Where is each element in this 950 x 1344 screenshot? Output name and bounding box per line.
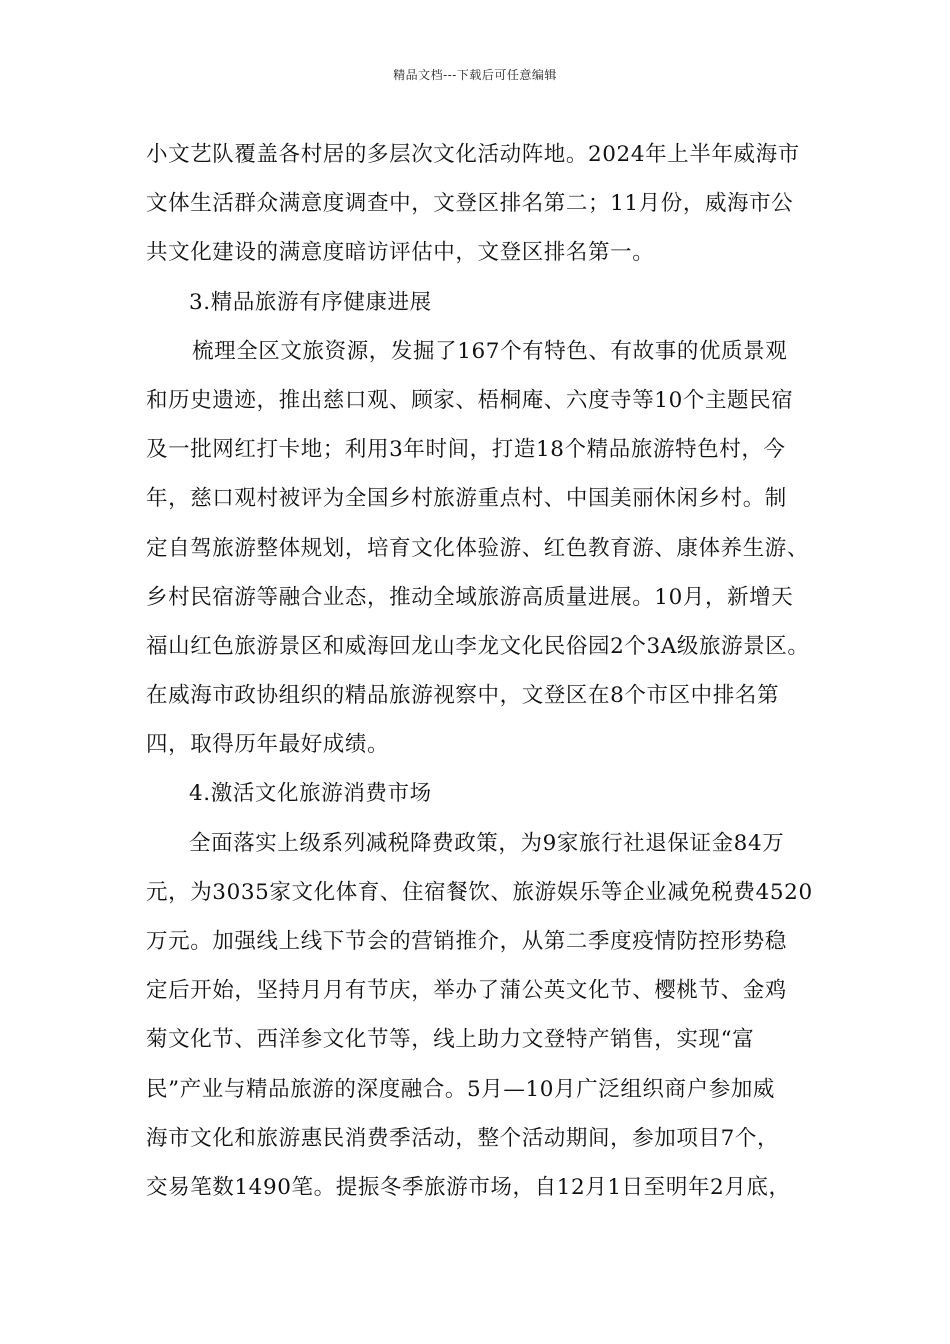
body-line: 及一批网红打卡地；利用3年时间，打造18个精品旅游特色村，今 [146,437,786,463]
body-line: 和历史遗迹，推出慈口观、顾家、梧桐庵、六度寺等10个主题民宿 [146,387,794,413]
document-body [146,130,813,1212]
body-line: 共文化建设的满意度暗访评估中，文登区排名第一。 [146,240,655,266]
body-line: 福山红色旅游景区和威海回龙山李龙文化民俗园2个3A级旅游景区。 [146,633,810,659]
body-line: 定后开始，坚持月月有节庆，举办了蒲公英文化节、樱桃节、金鸡 [146,978,787,1004]
body-line: 元，为3035家文化体育、住宿餐饮、旅游娱乐等企业减免税费4520 [146,879,813,905]
body-line: 在威海市政协组织的精品旅游视察中，文登区在8个市区中排名第 [146,683,780,709]
body-line: 文体生活群众满意度调查中，文登区排名第二；11月份，威海市公 [146,191,794,217]
section-heading: 3.精品旅游有序健康进展 [189,289,432,315]
body-line: 菊文化节、西洋参文化节等，线上助力文登特产销售，实现“富 [146,1027,755,1053]
page-header: 精品文档---下载后可任意编辑 [393,68,557,82]
body-line: 乡村民宿游等融合业态，推动全域旅游高质量进展。10月，新增天 [146,584,794,610]
section-heading: 4.激活文化旅游消费市场 [189,781,432,807]
body-line: 小文艺队覆盖各村居的多层次文化活动阵地。2024年上半年威海市 [146,142,800,167]
body-line: 定自驾旅游整体规划，培育文化体验游、红色教育游、康体养生游、 [146,535,810,561]
body-line: 四，取得历年最好成绩。 [146,732,390,758]
body-line: 民”产业与精品旅游的深度融合。5月—10月广泛组织商户参加威 [146,1076,776,1102]
body-line: 交易笔数1490笔。提振冬季旅游市场，自12月1日至明年2月底， [146,1174,791,1200]
body-line: 年，慈口观村被评为全国乡村旅游重点村、中国美丽休闲乡村。制 [146,486,787,512]
body-line: 梳理全区文旅资源，发掘了167个有特色、有故事的优质景观 [192,338,788,364]
body-line: 海市文化和旅游惠民消费季活动，整个活动期间，参加项目7个， [146,1125,780,1151]
body-line: 万元。加强线上线下节会的营销推介，从第二季度疫情防控形势稳 [146,929,787,954]
body-line: 全面落实上级系列减税降费政策，为9家旅行社退保证金84万 [189,830,785,856]
